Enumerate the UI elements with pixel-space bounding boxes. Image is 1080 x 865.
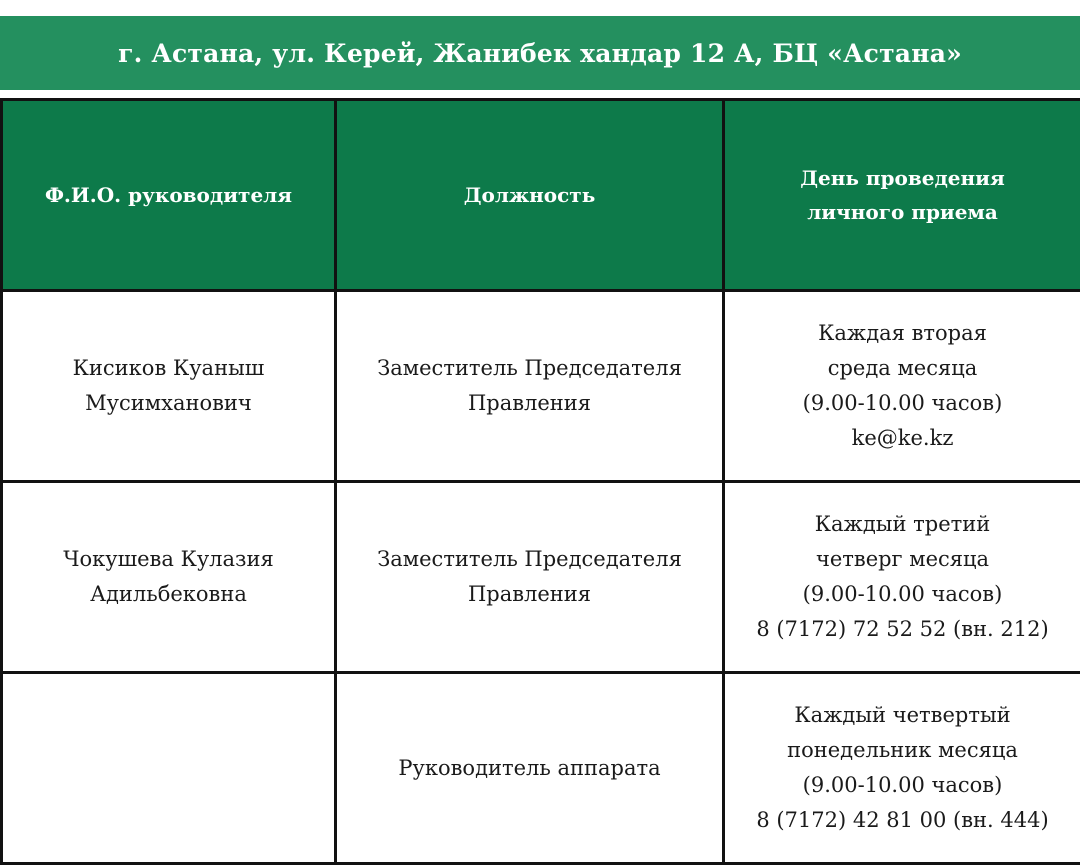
day-line: Каждая вторая — [733, 316, 1072, 351]
day-line: среда месяца — [733, 351, 1072, 386]
position-line: Заместитель Председателя — [345, 351, 714, 386]
position-line: Руководитель аппарата — [345, 751, 714, 786]
name-cell — [2, 291, 336, 482]
header-line: личного приема — [733, 195, 1072, 229]
reception-day-cell — [724, 673, 1080, 864]
reception-day-cell — [724, 291, 1080, 482]
day-line: (9.00-10.00 часов) — [733, 386, 1072, 421]
name-cell — [2, 673, 336, 864]
position-line: Правления — [345, 386, 714, 421]
position-cell — [336, 482, 724, 673]
address-banner — [0, 16, 1080, 90]
day-line: Каждый четвертый — [733, 698, 1072, 733]
column-header-reception-day — [724, 100, 1080, 291]
day-line: Каждый третий — [733, 507, 1072, 542]
header-line: День проведения — [733, 161, 1072, 195]
table-row — [2, 291, 1080, 482]
contact-phone: 8 (7172) 72 52 52 (вн. 212) — [733, 612, 1072, 647]
name-line: Чокушева Кулазия — [11, 542, 326, 577]
table-row — [2, 673, 1080, 864]
column-header-position — [336, 100, 724, 291]
day-line: (9.00-10.00 часов) — [733, 577, 1072, 612]
header-line: Должность — [345, 178, 714, 212]
table-header-row — [2, 100, 1080, 291]
address-title: г. Астана, ул. Керей, Жанибек хандар 12 А, БЦ «Астана» — [118, 39, 962, 68]
table-row — [2, 482, 1080, 673]
column-header-name — [2, 100, 336, 291]
contact-email: ke@ke.kz — [733, 421, 1072, 456]
position-cell — [336, 673, 724, 864]
position-cell — [336, 291, 724, 482]
name-line: Мусимханович — [11, 386, 326, 421]
contact-phone: 8 (7172) 42 81 00 (вн. 444) — [733, 803, 1072, 838]
reception-schedule-table — [0, 98, 1080, 865]
position-line: Заместитель Председателя — [345, 542, 714, 577]
name-line: Кисиков Куаныш — [11, 351, 326, 386]
day-line: четверг месяца — [733, 542, 1072, 577]
name-line: Адильбековна — [11, 577, 326, 612]
day-line: (9.00-10.00 часов) — [733, 768, 1072, 803]
name-cell — [2, 482, 336, 673]
day-line: понедельник месяца — [733, 733, 1072, 768]
reception-day-cell — [724, 482, 1080, 673]
position-line: Правления — [345, 577, 714, 612]
header-line: Ф.И.О. руководителя — [11, 178, 326, 212]
